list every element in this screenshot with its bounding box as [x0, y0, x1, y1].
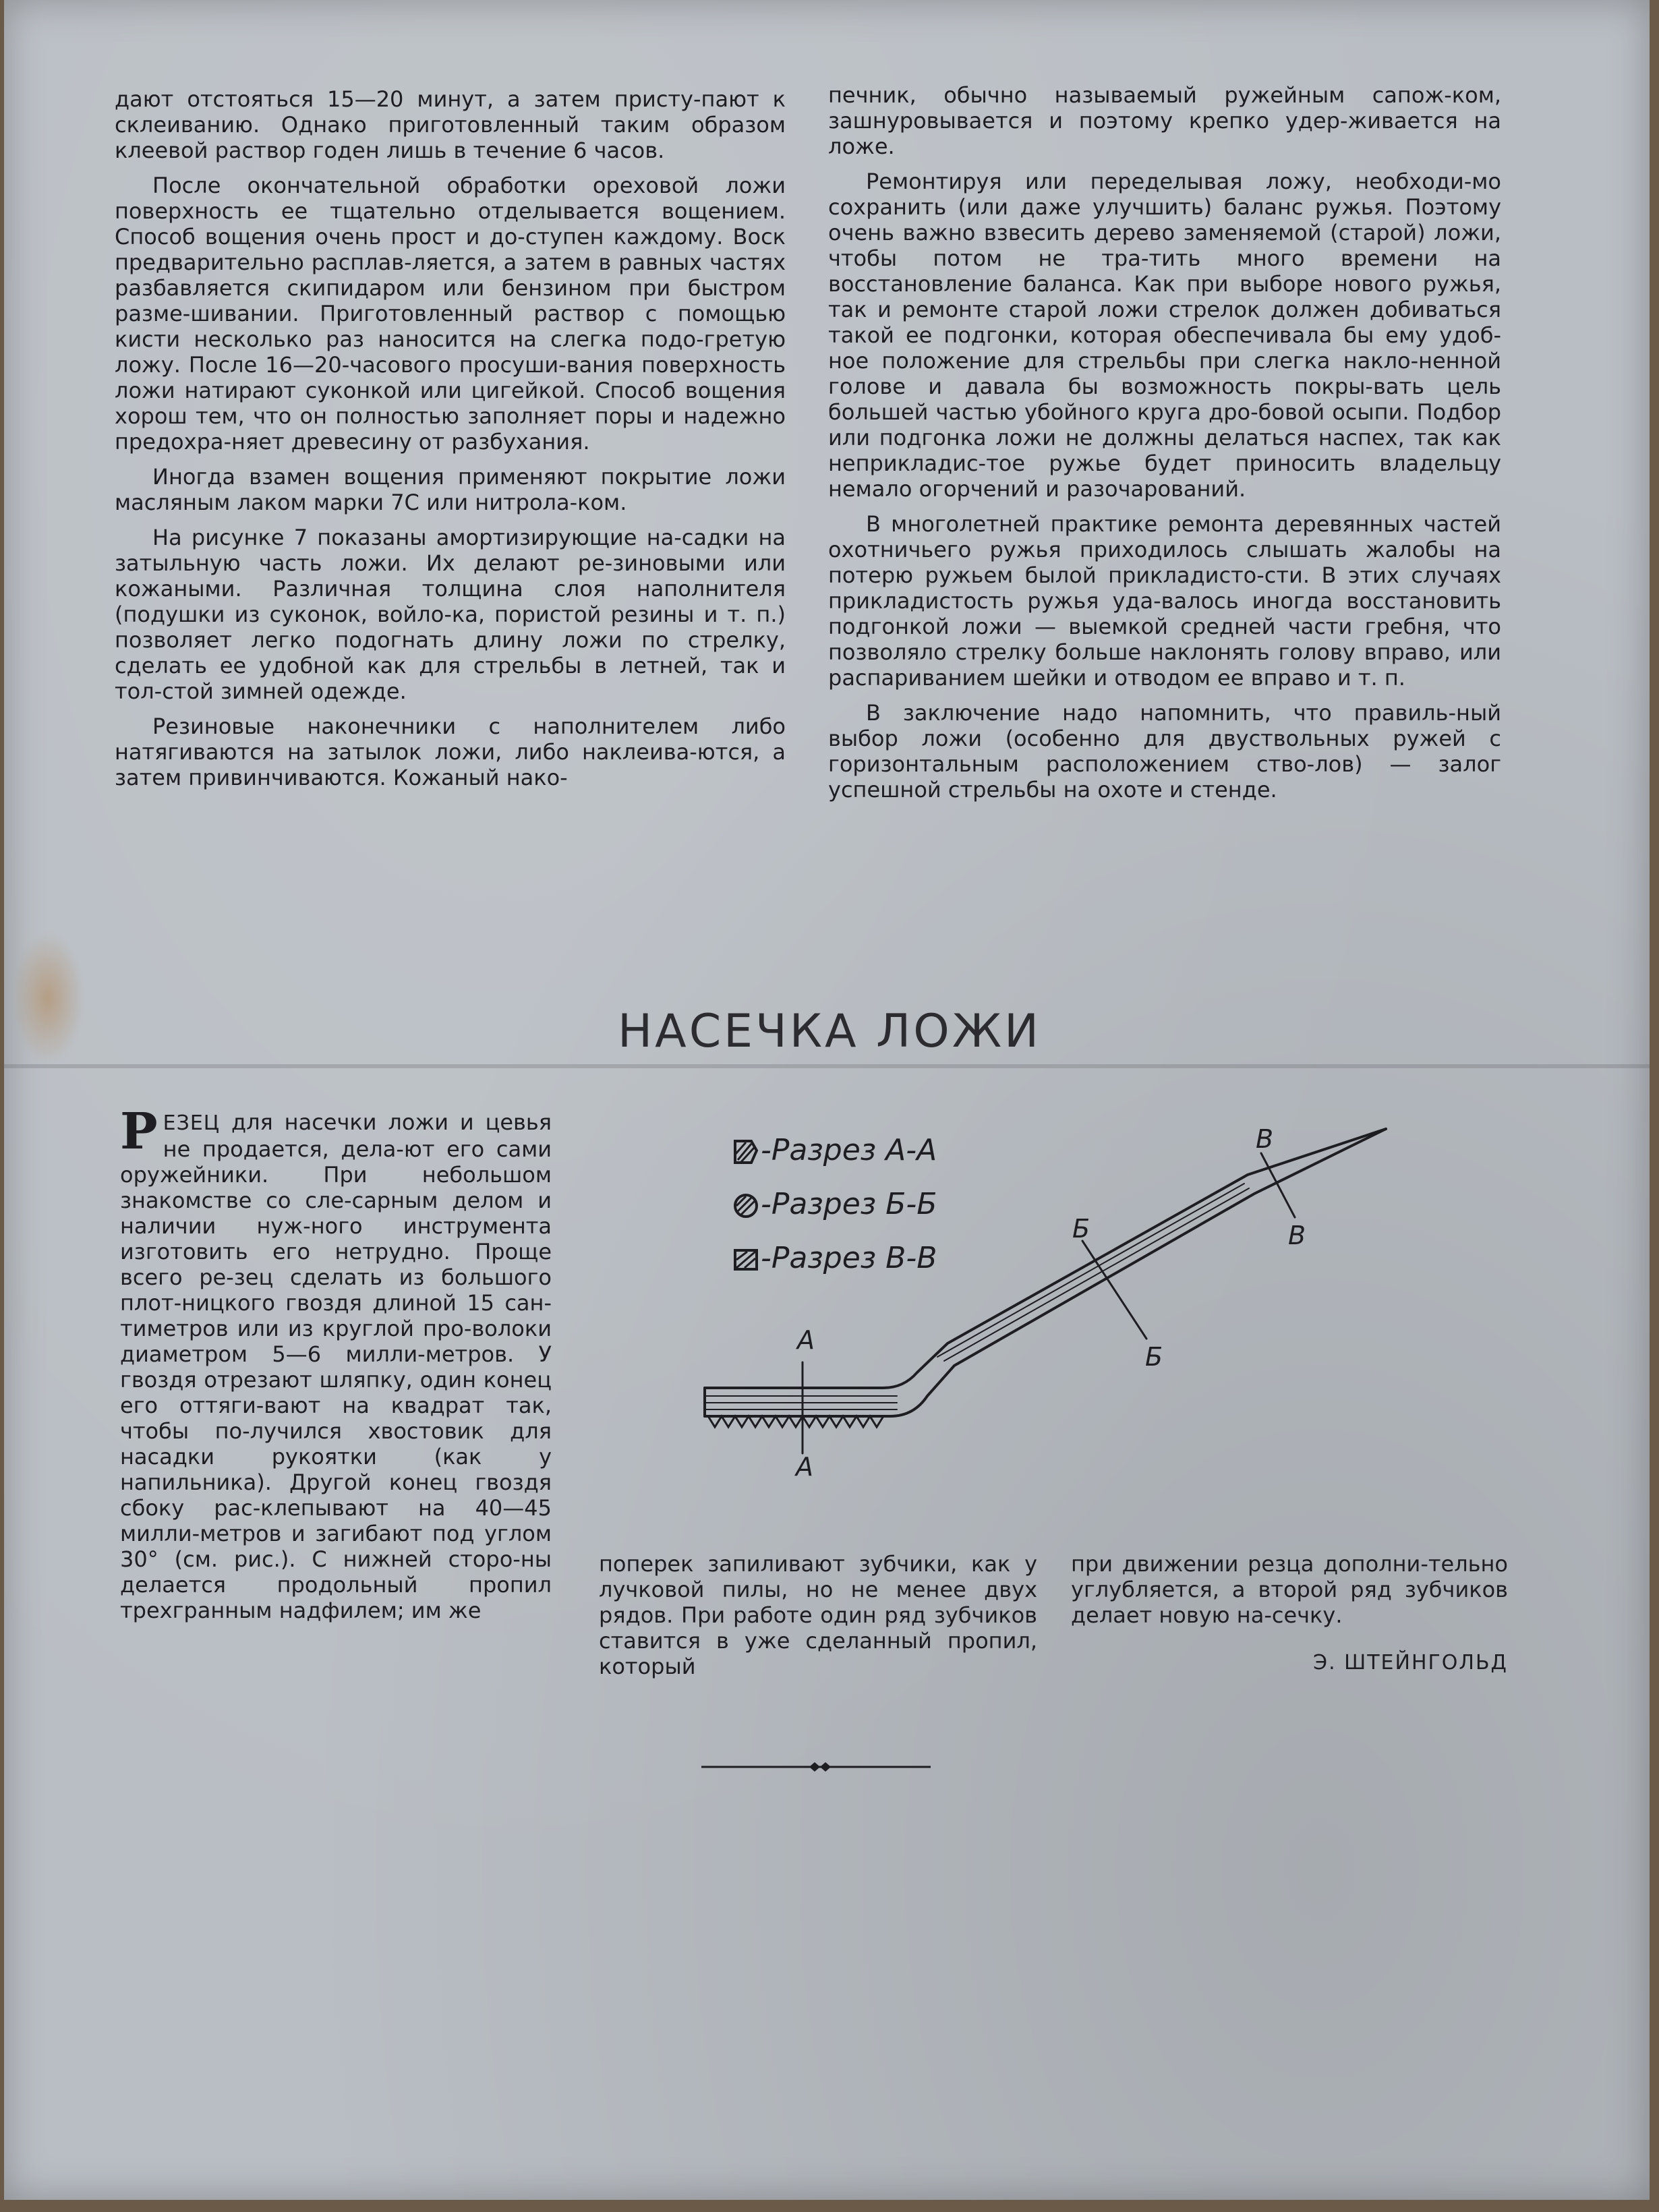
label-v-top: В — [1256, 1124, 1274, 1154]
article-block-2 — [599, 1551, 1037, 1689]
legend-v-label: -Разрез В-В — [761, 1241, 937, 1275]
cutter-hatching — [705, 1396, 897, 1409]
paper-fold — [4, 1064, 1650, 1068]
left-paragraph-4: На рисунке 7 показаны амортизирующие на-садки на затыльную часть ложи. Их делают ре-зиновыми или кожаными. Различная толщина слоя наполнителя (подушки из суконок, войло-ка, пористой резины и т. п.) позволяет легко подогнать длину ложи по стрелку, сделать ее удобной как для стрельбы в летней, так и тол-стой зимней одежде. — [115, 525, 786, 704]
left-paragraph-1: дают отстояться 15—20 минут, а затем присту-пают к склеиванию. Однако приготовленный таким образом клеевой раствор годен лишь в течение 6 часов. — [115, 86, 786, 163]
drop-cap: Р — [120, 1103, 158, 1161]
article-text-2: поперек запиливают зубчики, как у лучковой пилы, но не менее двух рядов. При работе один ряд зубчиков ставится в уже сделанный пропил, который — [599, 1551, 1037, 1679]
legend-a-label: -Разрез А-А — [761, 1133, 937, 1167]
cut-line-v — [1261, 1153, 1295, 1217]
article-block-1 — [120, 1103, 552, 1633]
section-title: НАСЕЧКА ЛОЖИ — [618, 1005, 1041, 1058]
article-text-1: для насечки ложи и цевья не продается, дела-ют его сами оружейники. При небольшом знакомстве со сле-сарным делом и наличии нуж-ного инструмента изготовить его нетрудно. Проще всего ре-зец сделать из большого плот-ницкого гвоздя длиной 15 сан-тиметров или из круглой про-волоки диаметром 5—6 милли-метров. У гвоздя отрезают шляпку, один конец его оттяги-вают на квадрат так, чтобы по-лучился хвостовик для насадки рукоятки (как у напильника). Другой конец гвоздя сбоку рас-клепывают на 40—45 милли-метров и загибают под углом 30° (см. рис.). С нижней сторо-ны делается продольный пропил трехгранным надфилем; им же — [120, 1109, 552, 1623]
left-paragraph-5: Резиновые наконечники с наполнителем либо натягиваются на затылок ложи, либо наклеива-ются, а затем привинчиваются. Кожаный нако- — [115, 714, 786, 790]
label-a-top: А — [797, 1325, 815, 1355]
label-b-top: Б — [1072, 1214, 1090, 1244]
label-b-bottom: Б — [1145, 1342, 1163, 1372]
right-paragraph-4: В заключение надо напомнить, что правиль-ный выбор ложи (особенно для двуствольных ружей с горизонтальным расположением ство-лов) — залог успешной стрельбы на охоте и стенде. — [828, 700, 1501, 803]
article-block-3 — [1071, 1551, 1508, 1637]
right-paragraph-1: печник, обычно называемый ружейным сапож-ком, зашнуровывается и поэтому крепко удер-живается на ложе. — [828, 82, 1501, 159]
author-signature: Э. ШТЕЙНГОЛЬД — [1313, 1651, 1508, 1675]
cutter-drawing — [695, 1106, 1436, 1484]
article-paragraph-1 — [120, 1103, 552, 1623]
label-v-bottom: В — [1288, 1221, 1306, 1250]
right-paragraph-3: В многолетней практике ремонта деревянных частей охотничьего ружья приходилось слышать жалобы на потерю ружьем былой прикладисто-сти. В этих случаях прикладистость ружья уда-валось иногда восстановить подгонкой ложи — выемкой средней части гребня, что позволяло стрелку больше наклонять голову вправо, или распариванием шейки и отводом ее вправо и т. п. — [828, 511, 1501, 691]
right-column — [828, 82, 1501, 812]
label-a-bottom: А — [796, 1452, 813, 1482]
cutter-shaft-lines — [937, 1184, 1249, 1361]
left-column — [115, 86, 786, 800]
cutter-figure — [695, 1106, 1436, 1484]
right-paragraph-2: Ремонтируя или переделывая ложу, необходи-мо сохранить (или даже улучшить) баланс ружья. Поэтому очень важно взвесить дерево заменяемой (старой) ложи, чтобы потом не тра-тить много времени на восстановление баланса. Как при выборе нового ружья, так и ремонте старой ложи стрелок должен добиваться такой ее подгонки, которая обеспечивала бы ему удоб-ное положение для стрельбы при слегка накло-ненной голове и давала бы возможность покры-вать цель большей частью убойного круга дро-бовой осыпи. Подбор или подгонка ложи не должны делаться наспех, так как неприкладис-тое ружье будет приносить владельцу немало огорчений и разочарований. — [828, 169, 1501, 502]
lead-caps: ЕЗЕЦ — [163, 1111, 221, 1135]
cutter-outline-bottom — [705, 1129, 1386, 1416]
article-text-3: при движении резца дополни-тельно углубляется, а второй ряд зубчиков делает новую на-сечку. — [1071, 1551, 1508, 1628]
left-paragraph-2: После окончательной обработки ореховой ложи поверхность ее тщательно отделывается вощением. Способ вощения очень прост и до-ступен каждому. Воск предварительно расплав-ляется, а затем в равных частях разбавляется скипидаром или бензином при быстром разме-шивании. Приготовленный раствор с помощью кисти несколько раз наносится на слегка подо-гретую ложу. После 16—20-часового просуши-вания поверхность ложи натирают суконкой или цигейкой. Способ вощения хорош тем, что он полностью заполняет поры и надежно предохра-няет древесину от разбухания. — [115, 173, 786, 455]
end-ornament — [701, 1757, 931, 1777]
legend-b-label: -Разрез Б-Б — [761, 1187, 937, 1221]
cutter-teeth — [708, 1416, 883, 1427]
left-paragraph-3: Иногда взамен вощения применяют покрытие ложи масляным лаком марки 7С или нитрола-ком. — [115, 464, 786, 515]
cut-line-b — [1082, 1241, 1146, 1339]
